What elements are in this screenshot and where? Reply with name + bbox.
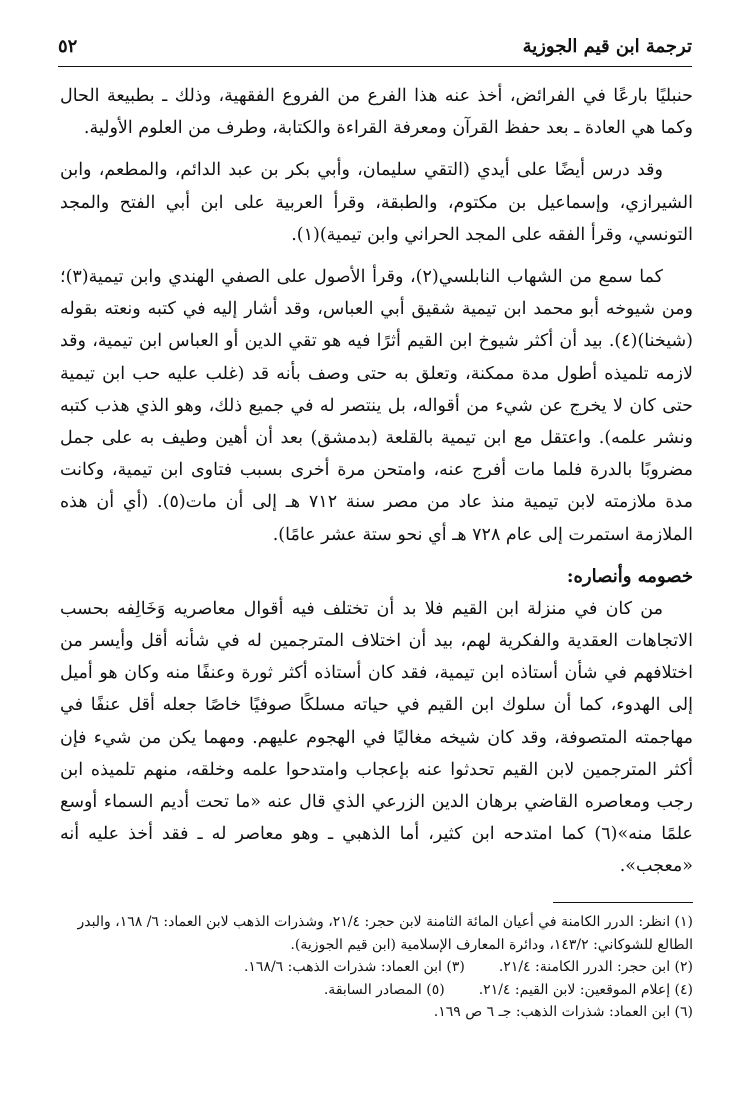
footnote-text: (٤) إعلام الموقعين: لابن القيم: ٢١/٤. <box>478 981 693 998</box>
paragraph: حنبليًا بارعًا في الفرائض، أخذ عنه هذا الفرع من الفروع الفقهية، وذلك ـ بطبيعة الحال وكما هي العادة ـ بعد حفظ القرآن ومعرفة القراءة والكتابة، وطرف من العلوم الأولية. <box>60 86 693 139</box>
footnote <box>62 979 693 1002</box>
footnotes <box>62 902 693 1024</box>
footnote-text: (٥) المصادر السابقة. <box>323 981 445 998</box>
footnote-text: (٣) ابن العماد: شذرات الذهب: ١٦٨/٦. <box>243 959 465 975</box>
footnote-text: (٦) ابن العماد: شذرات الذهب: جـ ٦ ص ١٦٩. <box>433 1004 693 1020</box>
paragraph: من كان في منزلة ابن القيم فلا بد أن تختلف فيه أقوال معاصريه وَخَالِفه بحسب الاتجاهات العقدية والفكرية لهم، بيد أن اختلاف المترجمين له في شأنه أقل وأيسر من اختلافهم في شأن أستاذه ابن تيمية، فقد كان أستاذه أكثر ثورة وعنفًا منه وكان هو أميل إلى الهدوء، كما أن سلوك ابن القيم في حياته مسلكًا صوفيًا خاصًا جعله أقل عنفًا في مهاجمته المتصوفة، وقد كان شيخه مغاليًا في الهجوم عليهم. ومهما يكن من شيء فإن أكثر المترجمين لابن القيم تحدثوا عنه بإعجاب وامتدحوا علمه وخلقه، منهم تلميذه ابن رجب ومعاصره القاضي برهان الدين الزرعي الذي قال عنه «ما تحت أديم السماء أوسع علمًا منه»(٦) كما امتدحه ابن كثير، أما الذهبي ـ وهو معاصر له ـ فقد أخذ عليه أنه «معجب». <box>60 598 693 877</box>
section-heading: خصومه وأنصاره: <box>566 565 693 587</box>
footnote-separator <box>553 902 693 903</box>
footnote <box>62 1001 693 1024</box>
running-header <box>58 32 692 67</box>
footnote-text: (٢) ابن حجر: الدرر الكامنة: ٢١/٤. <box>498 959 693 975</box>
footnote-text: (١) انظر: الدرر الكامنة في أعيان المائة الثامنة لابن حجر: ٢١/٤، وشذرات الذهب لابن العماد: ٦/ ١٦٨، والبدر الطالع للشوكاني: ١٤٣/٢، ودائرة المعارف الإسلامية (ابن قيم الجوزية). <box>77 914 693 953</box>
footnote <box>62 911 693 956</box>
page-number: ٥٢ <box>58 36 78 57</box>
paragraph: وقد درس أيضًا على أيدي (التقي سليمان، وأبي بكر بن عبد الدائم، والمطعم، وابن الشيرازي، وإسماعيل بن مكتوم، والطبقة، وقرأ العربية على ابن أبي الفتح والمجد التونسي، وقرأ الفقه على المجد الحراني وابن تيمية)(١). <box>60 160 693 245</box>
main-text <box>60 80 693 893</box>
footnote <box>62 956 693 979</box>
paragraph: كما سمع من الشهاب النابلسي(٢)، وقرأ الأصول على الصفي الهندي وابن تيمية(٣)؛ ومن شيوخه أبو محمد ابن تيمية شقيق أبي العباس، وقد أشار إليه في كتبه ونعته بقوله (شيخنا)(٤). بيد أن أكثر شيوخ ابن القيم أثرًا فيه هو تقي الدين أو العباس ابن تيمية، وقد لازمه تلميذه أطول مدة ممكنة، وتعلق به حتى وصف بأنه قد (غلب عليه حب ابن تيمية حتى كان لا يخرج عن شيء من أقواله، بل ينتصر له في جميع ذلك، وهو الذي هذب كتبه ونشر علمه). واعتقل مع ابن تيمية بالقلعة (بدمشق) بعد أن أهين وطيف به على جمل مضروبًا بالدرة فلما مات أفرج عنه، وامتحن مرة أخرى بسبب فتاوى ابن تيمية، وكانت مدة ملازمته لابن تيمية منذ عاد من مصر سنة ٧١٢ هـ إلى أن مات(٥). (أي أن هذه الملازمة استمرت إلى عام ٧٢٨ هـ أي نحو ستة عشر عامًا). <box>60 267 693 545</box>
running-title: ترجمة ابن قيم الجوزية <box>522 36 692 57</box>
